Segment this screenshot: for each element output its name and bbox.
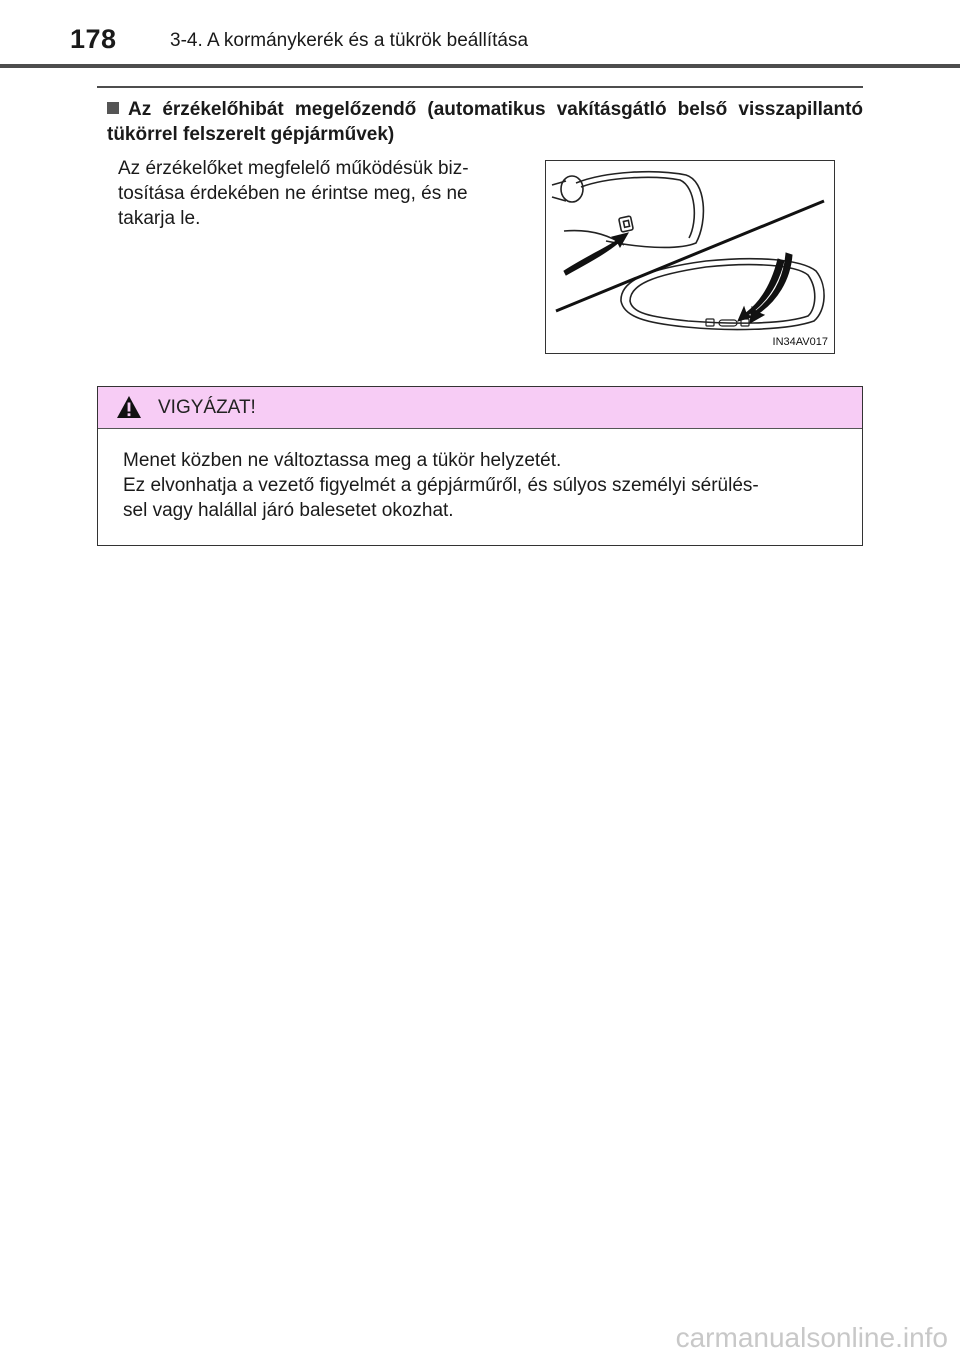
- section-heading: [107, 97, 863, 147]
- caution-box: [97, 386, 863, 546]
- mirror-sensor-illustration: [545, 160, 835, 354]
- caution-line: Menet közben ne változtassa meg a tükör helyzetét.: [123, 450, 562, 471]
- page-number: 178: [70, 24, 117, 54]
- body-line: takarja le.: [118, 208, 201, 229]
- warning-triangle-icon: [116, 395, 142, 419]
- header-divider: [0, 64, 960, 68]
- section-divider: [97, 86, 863, 88]
- body-line: tosítása érdekében ne érintse meg, és ne: [118, 183, 468, 204]
- square-bullet-icon: [107, 102, 119, 114]
- chapter-title: 3-4. A kormánykerék és a tükrök beállítása: [170, 30, 529, 51]
- body-line: Az érzékelőket megfelelő működésük biz-: [118, 158, 469, 179]
- caution-line: sel vagy halállal járó balesetet okozhat.: [123, 500, 454, 521]
- caution-text: [123, 448, 853, 523]
- figure-code: IN34AV017: [772, 336, 828, 348]
- caution-line: Ez elvonhatja a vezető figyelmét a gépjárműről, és súlyos személyi sérülés-: [123, 475, 759, 496]
- section-body: [118, 156, 520, 231]
- rear-view-mirror-drawing: [546, 161, 836, 355]
- caution-title: VIGYÁZAT!: [158, 397, 256, 418]
- caution-header: [98, 387, 862, 429]
- section-heading-text: Az érzékelőhibát megelőzendő (automatikus vakításgátló belső visszapillantó tükörrel felszerelt gépjárművek): [107, 99, 863, 145]
- site-watermark: carmanualsonline.info: [675, 1322, 948, 1353]
